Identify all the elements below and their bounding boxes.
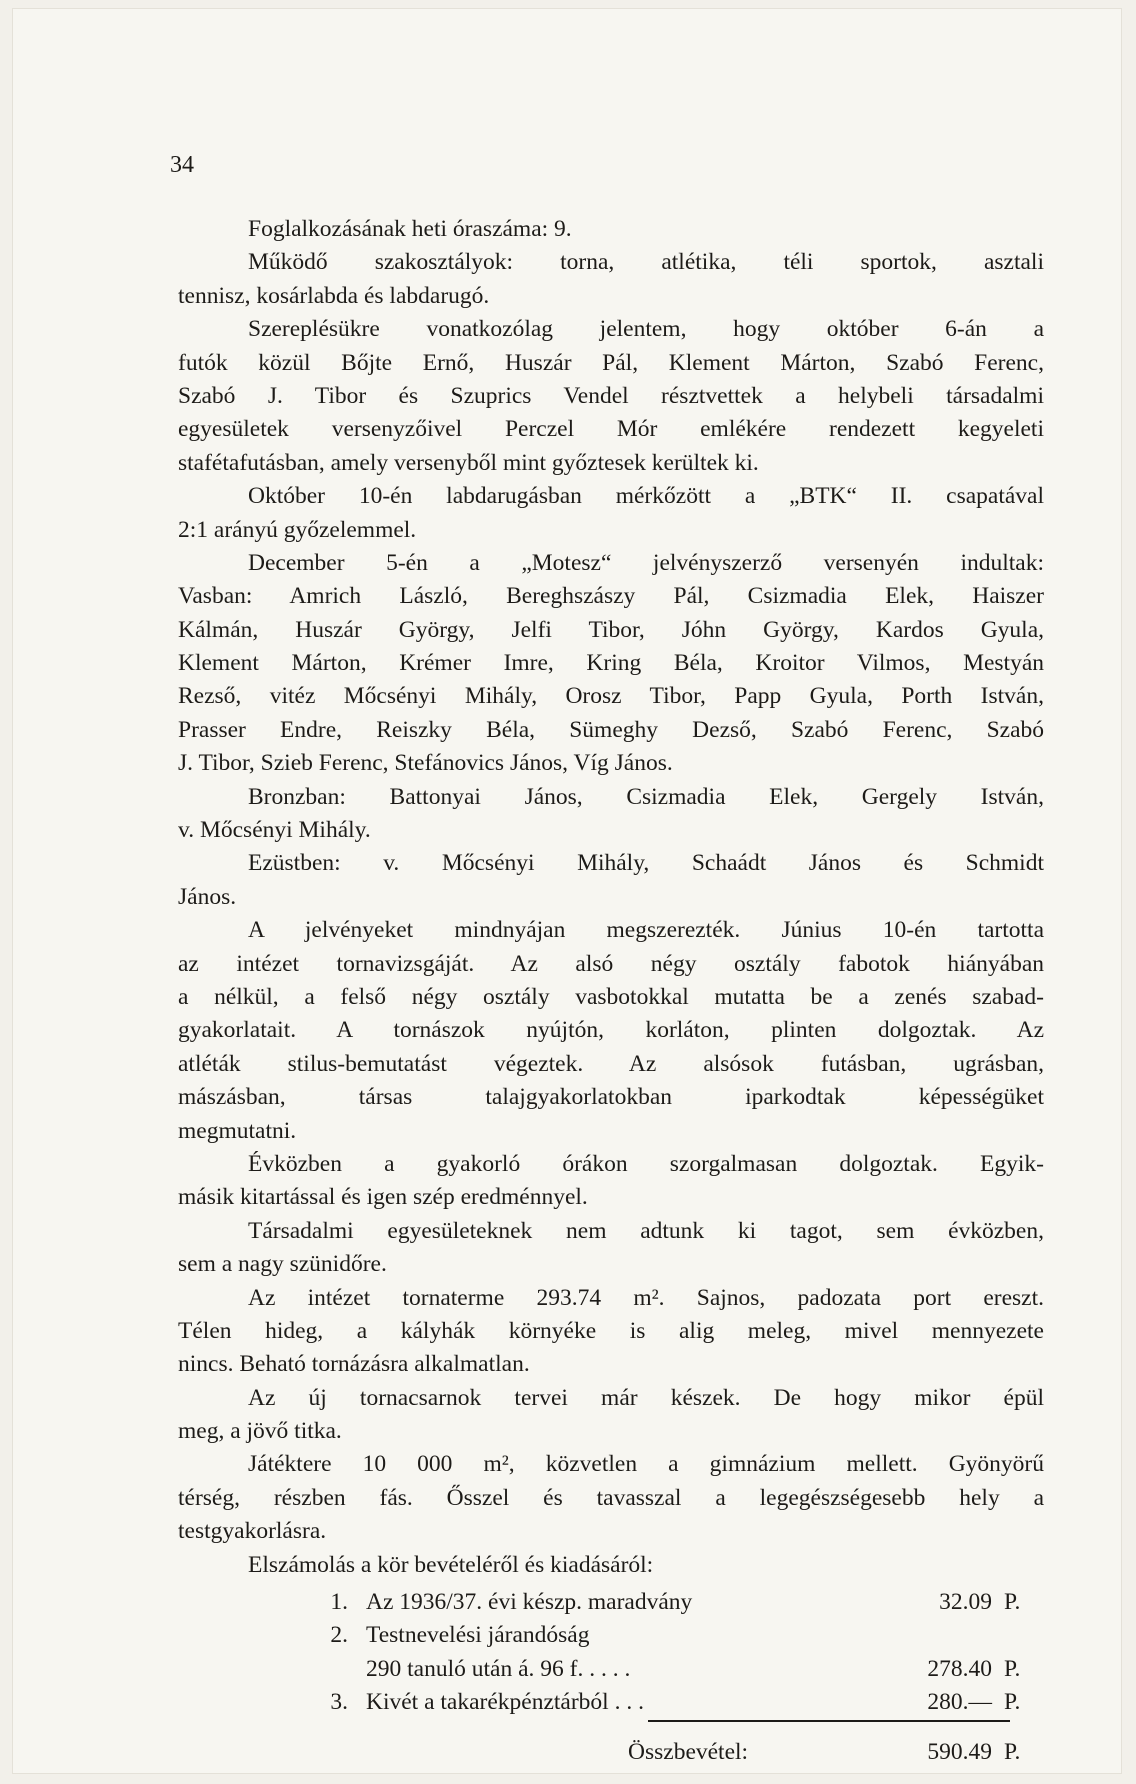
account-amount: 32.09 (939, 1589, 992, 1616)
text-line: Foglalkozásának heti óraszáma: 9. (248, 216, 572, 242)
text-line: Szabó J. Tibor és Szuprics Vendel résztvettek a helybeli társadalmi (178, 382, 1044, 409)
text-line: testgyakorlásra. (178, 1518, 327, 1545)
text-line: A jelvényeket mindnyájan megszerezték. Június 10-én tartotta (248, 917, 1044, 944)
text-line: János. (178, 883, 237, 910)
text-line: Prasser Endre, Reiszky Béla, Sümeghy Dezső, Szabó Ferenc, Szabó (178, 716, 1044, 743)
paragraph (178, 1282, 1044, 1382)
text-line: Elszámolás a kör bevételéről és kiadásáról: (248, 1551, 654, 1578)
text-line: futók közül Bőjte Ernő, Huszár Pál, Klement Márton, Szabó Ferenc, (178, 349, 1044, 376)
accounts-list (178, 1586, 1044, 1772)
text-line: 2:1 arányú győzelemmel. (178, 516, 417, 543)
text-line: Játéktere 10 000 m², közvetlen a gimnázium mellett. Gyönyörű (248, 1451, 1044, 1478)
text-line: Az intézet tornaterme 293.74 m². Sajnos, padozata port ereszt. (248, 1284, 1044, 1311)
page-number: 34 (170, 152, 194, 178)
paragraph (178, 313, 1044, 480)
paragraph (178, 246, 1044, 313)
text-line: a nélkül, a felső négy osztály vasbotokkal mutatta be a zenés szabad- (178, 983, 1044, 1010)
text-line: térség, részben fás. Ősszel és tavasszal a legegészségesebb hely a (178, 1484, 1044, 1511)
account-row (178, 1619, 1044, 1652)
paragraph (178, 914, 1044, 1148)
text-line: egyesületek versenyzőivel Perczel Mór emlékére rendezett kegyeleti (178, 416, 1044, 443)
account-description: 290 tanuló után á. 96 f. . . . . (366, 1655, 631, 1682)
text-line: gyakorlatait. A tornászok nyújtón, korláton, plinten dolgoztak. Az (178, 1017, 1044, 1044)
account-number: 2. (330, 1622, 348, 1649)
text-line: Október 10-én labdarugásban mérkőzött a „BTK“ II. csapatával (248, 483, 1044, 510)
paragraph (178, 480, 1044, 547)
text-line: nincs. Beható tornázásra alkalmatlan. (178, 1351, 530, 1378)
account-currency: P. (1004, 1655, 1021, 1682)
text-line: Klement Márton, Krémer Imre, Kring Béla, Kroitor Vilmos, Mestyán (178, 650, 1044, 677)
text-line: Rezső, vitéz Mőcsényi Mihály, Orosz Tibor, Papp Gyula, Porth István, (178, 683, 1044, 710)
text-line: atléták stilus-bemutatást végeztek. Az alsósok futásban, ugrásban, (178, 1050, 1044, 1077)
text-line: tennisz, kosárlabda és labdarugó. (178, 282, 490, 309)
text-line: sem a nagy szünidőre. (178, 1251, 387, 1278)
account-row (178, 1653, 1044, 1686)
paragraph (178, 781, 1044, 848)
paragraph (178, 1382, 1044, 1449)
text-line: az intézet tornavizsgáját. Az alsó négy osztály fabotok hiányában (178, 950, 1044, 977)
body-text (178, 213, 1044, 1772)
text-line: Vasban: Amrich László, Bereghszászy Pál, Csizmadia Elek, Haiszer (178, 583, 1044, 610)
text-line: v. Mőcsényi Mihály. (178, 817, 371, 844)
account-amount: 278.40 (927, 1655, 992, 1682)
paragraph (178, 1148, 1044, 1215)
text-line: Az új tornacsarnok tervei már készek. De hogy mikor épül (248, 1384, 1044, 1411)
total-currency: P. (1004, 1738, 1021, 1765)
account-amount: 280.— (927, 1689, 992, 1716)
text-line: J. Tibor, Szieb Ferenc, Stefánovics János, Víg János. (178, 750, 673, 777)
text-line: stafétafutásban, amely versenyből mint győztesek kerültek ki. (178, 449, 759, 476)
text-line: Társadalmi egyesületeknek nem adtunk ki tagot, sem évközben, (248, 1217, 1044, 1244)
text-line: Bronzban: Battonyai János, Csizmadia Elek, Gergely István, (248, 783, 1044, 810)
text-line: Működő szakosztályok: torna, atlétika, téli sportok, asztali (248, 249, 1044, 276)
text-line: megmutatni. (178, 1117, 297, 1144)
text-line: Ezüstben: v. Mőcsényi Mihály, Schaádt János és Schmidt (248, 850, 1044, 877)
account-currency: P. (1004, 1689, 1021, 1716)
paragraph (178, 547, 1044, 781)
paragraph (178, 213, 1044, 246)
total-amount: 590.49 (927, 1738, 992, 1765)
text-line: mászásban, társas talajgyakorlatokban iparkodtak képességüket (178, 1084, 1044, 1111)
text-line: December 5-én a „Motesz“ jelvényszerző versenyén indultak: (248, 549, 1044, 576)
text-line: Szereplésükre vonatkozólag jelentem, hogy október 6-án a (248, 316, 1044, 343)
text-line: Télen hideg, a kályhák környéke is alig meleg, mivel mennyezete (178, 1317, 1044, 1344)
paragraph (178, 1215, 1044, 1282)
paragraph (178, 1448, 1044, 1548)
account-description: Az 1936/37. évi készp. maradvány (366, 1589, 693, 1616)
account-row (178, 1686, 1044, 1719)
text-line: meg, a jövő titka. (178, 1418, 342, 1445)
account-currency: P. (1004, 1589, 1021, 1616)
account-number: 1. (330, 1589, 348, 1616)
sum-rule (648, 1720, 1010, 1722)
total-row (178, 1732, 1044, 1772)
scanned-page (12, 8, 1122, 1774)
text-line: Kálmán, Huszár György, Jelfi Tibor, Jóhn György, Kardos Gyula, (178, 616, 1044, 643)
account-description: Kivét a takarékpénztárból . . . (366, 1689, 644, 1716)
account-description: Testnevelési járandóság (366, 1622, 590, 1649)
paragraph (178, 847, 1044, 914)
text-line: Évközben a gyakorló órákon szorgalmasan dolgoztak. Egyik- (248, 1150, 1044, 1177)
account-number: 3. (330, 1689, 348, 1716)
text-line: másik kitartással és igen szép eredménnyel. (178, 1184, 588, 1211)
paragraph (178, 1549, 1044, 1582)
account-row (178, 1586, 1044, 1619)
total-label: Összbevétel: (628, 1738, 749, 1765)
